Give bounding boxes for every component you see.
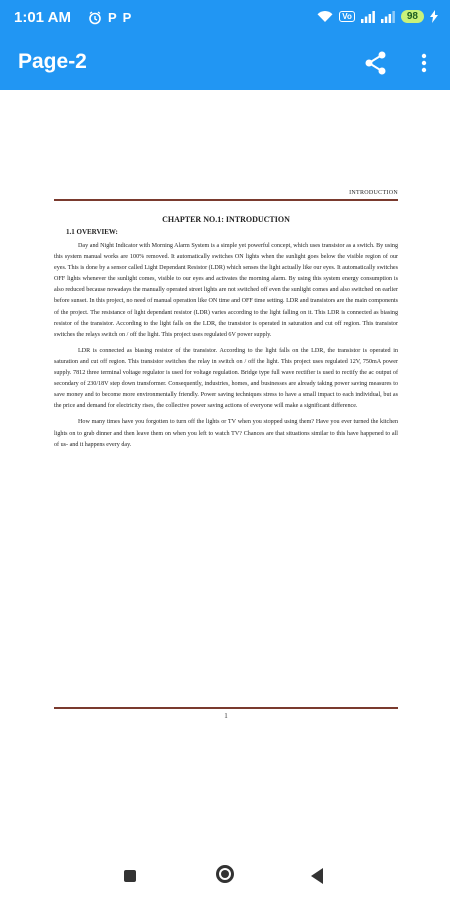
document-page	[54, 190, 398, 451]
more-vert-icon	[412, 49, 436, 77]
more-options-button[interactable]	[412, 49, 436, 77]
share-icon	[362, 49, 390, 77]
signal-icon	[381, 10, 395, 23]
footer-rule	[54, 707, 398, 709]
status-time: 1:01 AM	[14, 9, 71, 26]
back-button[interactable]	[311, 868, 323, 884]
paragraph: LDR is connected as biasing resistor of the transistor. According to the light falls on the LDR, the transistor is operated in saturation and cut off region. This transistor switches the relay in switch on / off the light. This project uses regulated 12V, 750mA power supply. 7812 three terminal voltage regulator is used for voltage regulation. Bridge type full wave rectifier is used to rectify the ac output of secondary of 230/18V step down transformer. Consequently, industries, homes, and businesses are already taking power saving measures to save money and to become more environmentally friendly. Power saving techniques stress to have a small impact to each individual, but as the price and demand for electricity rises, the collective power saving actions of everyone will make a significant difference.	[54, 347, 398, 410]
header-rule	[54, 199, 398, 201]
chapter-title: CHAPTER NO.1: INTRODUCTION	[162, 215, 290, 224]
wifi-icon	[317, 10, 333, 23]
app-bar	[0, 36, 450, 90]
recents-button[interactable]	[124, 870, 136, 882]
p-icon: P	[122, 10, 132, 25]
navigation-bar	[0, 846, 450, 900]
charging-icon	[430, 10, 438, 23]
page-title: Page-2	[18, 50, 87, 73]
status-bar	[0, 0, 450, 36]
paragraph: Day and Night Indicator with Morning Alarm System is a simple yet powerful concept, which uses transistor as a switch. By using this system manual works are 100% removed. It automatically switches ON lights when the sunlight goes below the visible region of our eyes. This is done by a sensor called Light Dependant Resistor (LDR) which senses the light actually like our eyes. It automatically switches OFF lights whenever the sunlight comes, visible to our eyes and activates the morning alarm. By using this system energy consumption is also reduced because nowadays the manually operated street lights are not switched off even the sunlight comes and also switched on earlier before sunset. In this project, no need of manual operation like ON time and OFF time setting. LDR and transistors are the main components of the project. The resistance of light dependant resistor (LDR) varies according to the light falling on it. This LDR is connected as biasing resistor of the transistor. According to the light falls on the LDR, the transistor is operated in saturation and cut off region. This transistor switches the relays switch on / off the light. This project uses regulated 6V power supply.	[54, 243, 398, 338]
page-number: 1	[224, 712, 228, 720]
p-icon: P	[108, 10, 117, 25]
running-head: INTRODUCTION	[349, 190, 398, 196]
status-right-icons	[317, 10, 438, 23]
paragraph: How many times have you forgotten to turn off the lights or TV when you stopped using them? Have you ever turned the kitchen lights on to grab dinner and then leave them on when you left to watch TV? Chances are that situations similar to this have happened to all of us- and it happens every day.	[54, 419, 398, 448]
battery-icon: 98	[401, 10, 424, 23]
home-button[interactable]	[216, 865, 234, 883]
share-button[interactable]	[362, 49, 390, 77]
4g-signal-icon	[361, 10, 375, 23]
section-title: 1.1 OVERVIEW:	[66, 228, 118, 236]
alarm-icon	[88, 11, 102, 25]
status-left-icons	[88, 10, 131, 25]
vowifi-icon: Vo	[339, 11, 355, 22]
